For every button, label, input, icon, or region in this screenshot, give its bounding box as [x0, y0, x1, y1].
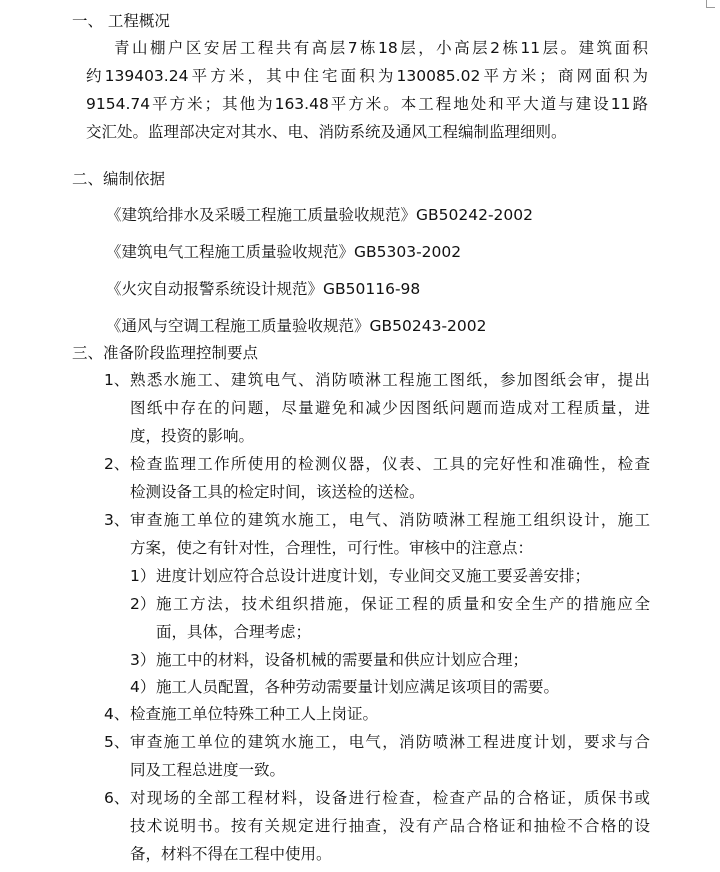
list-line: 度，投资的影响。: [130, 427, 255, 445]
sub-line: 面，具体，合理考虑；: [156, 623, 312, 641]
sub-item-1: [130, 566, 650, 594]
list-line: 同及工程总进度一致。: [130, 761, 286, 779]
section-3-heading: 三、准备阶段监理控制要点: [72, 344, 259, 362]
list-line: 图纸中存在的问题，尽量避免和减少因图纸问题而造成对工程质量，进: [130, 399, 650, 417]
section-1-paragraph: [114, 38, 648, 66]
list-item-3: [104, 510, 650, 566]
reference-item: 《通风与空调工程施工质量验收规范》GB50243-2002: [106, 317, 487, 335]
list-item-6: [104, 788, 650, 872]
list-item-4: [104, 704, 650, 732]
sub-number: 2）: [130, 595, 156, 613]
paragraph-line: 约139403.24平方米，其中住宅面积为130085.02平方米；商网面积为: [86, 67, 648, 85]
sub-line: 施工中的材料，设备机械的需要量和供应计划应合理；: [156, 651, 529, 669]
list-line: 检查施工单位特殊工种工人上岗证。: [130, 705, 379, 723]
list-line: 审查施工单位的建筑水施工，电气，消防喷淋工程进度计划，要求与合: [130, 733, 650, 751]
sub-line: 施工方法，技术组织措施，保证工程的质量和安全生产的措施应全: [156, 595, 650, 613]
list-line: 检查监理工作所使用的检测仪器，仪表、工具的完好性和准确性，检查: [130, 455, 650, 473]
page-corner-mark: [706, 0, 715, 8]
list-line: 技术说明书。按有关规定进行抽查，没有产品合格证和抽检不合格的设: [130, 817, 650, 835]
sub-number: 1）: [130, 567, 156, 585]
sub-item-3: [130, 650, 650, 678]
list-item-1: [104, 370, 650, 454]
list-number: 5、: [104, 733, 130, 751]
list-line: 检测设备工具的检定时间，该送检的送检。: [130, 483, 425, 501]
list-line: 方案，使之有针对性，合理性，可行性。审核中的注意点：: [130, 539, 534, 557]
sub-line: 施工人员配置，各种劳动需要量计划应满足该项目的需要。: [156, 678, 560, 696]
sub-item-2: [130, 594, 650, 650]
list-line: 对现场的全部工程材料，设备进行检查，检查产品的合格证，质保书或: [130, 789, 650, 807]
paragraph-line: 交汇处。监理部决定对其水、电、消防系统及通风工程编制监理细则。: [86, 123, 567, 141]
list-item-2: [104, 454, 650, 510]
list-item-5: [104, 732, 650, 788]
sub-item-4: [130, 677, 650, 705]
section-2-heading: 二、编制依据: [72, 170, 166, 188]
list-number: 4、: [104, 705, 130, 723]
reference-item: 《建筑电气工程施工质量验收规范》GB5303-2002: [106, 243, 462, 261]
list-number: 6、: [104, 789, 130, 807]
list-line: 备，材料不得在工程中使用。: [130, 845, 332, 863]
paragraph-line: 青山棚户区安居工程共有高层7栋18层，小高层2栋11层。建筑面积: [114, 39, 648, 57]
list-number: 1、: [104, 371, 130, 389]
list-line: 审查施工单位的建筑水施工，电气、消防喷淋工程施工组织设计，施工: [130, 511, 650, 529]
sub-number: 3）: [130, 651, 156, 669]
sub-line: 进度计划应符合总设计进度计划，专业间交叉施工要妥善安排；: [156, 567, 591, 585]
paragraph-line: 9154.74平方米；其他为163.48平方米。本工程地处和平大道与建设11路: [86, 95, 648, 113]
list-line: 熟悉水施工、建筑电气、消防喷淋工程施工图纸，参加图纸会审，提出: [130, 371, 650, 389]
reference-item: 《火灾自动报警系统设计规范》GB50116-98: [106, 280, 421, 298]
list-number: 2、: [104, 455, 130, 473]
section-1-heading: 一、 工程概况: [72, 12, 170, 30]
sub-number: 4）: [130, 678, 156, 696]
list-number: 3、: [104, 511, 130, 529]
reference-item: 《建筑给排水及采暖工程施工质量验收规范》GB50242-2002: [106, 206, 533, 224]
section-1-paragraph-cont: [86, 66, 648, 150]
